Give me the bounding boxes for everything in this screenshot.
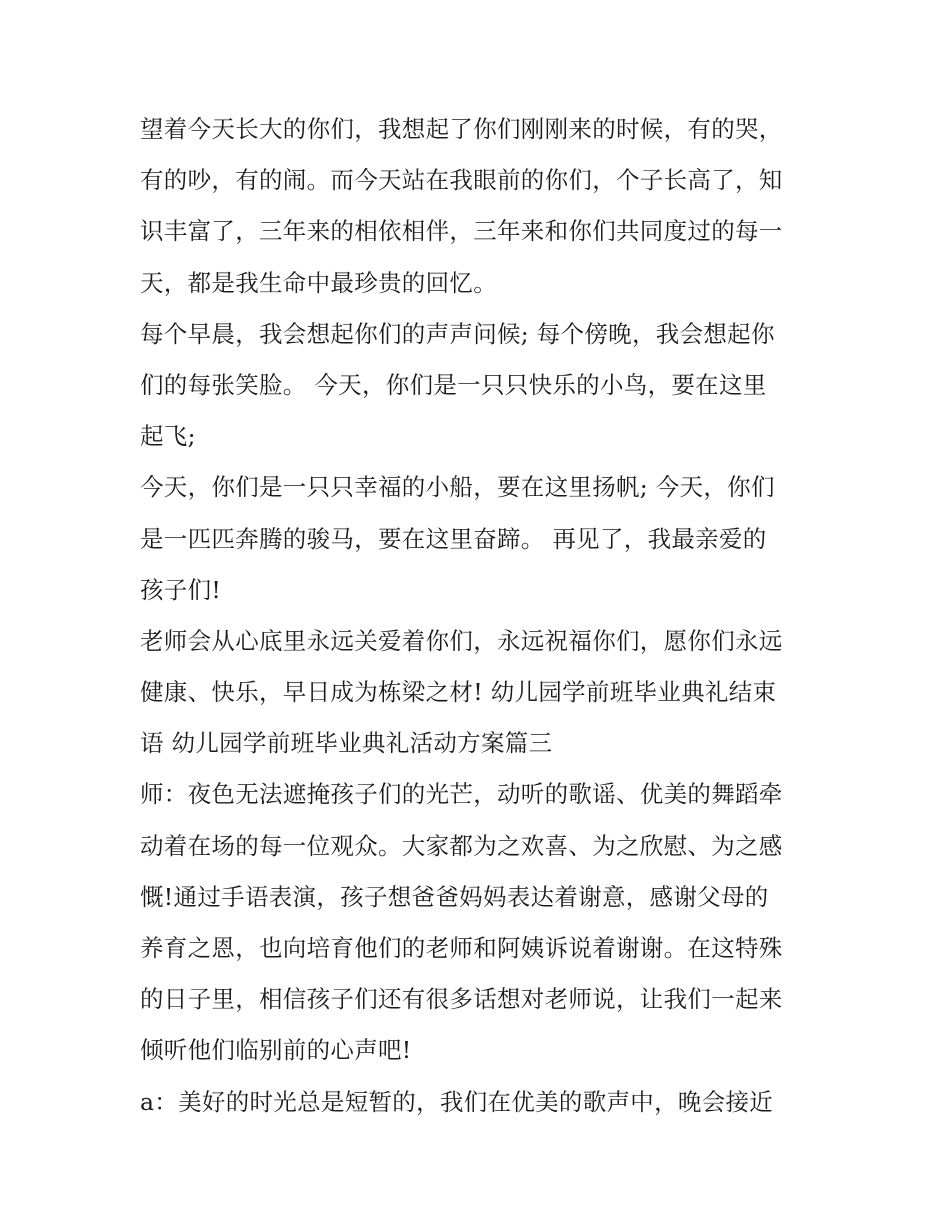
text-line: 识丰富了，三年来的相依相伴，三年来和你们共同度过的每一 <box>140 217 783 246</box>
text-line: 每个早晨，我会想起你们的声声问候; 每个傍晚，我会想起你 <box>140 319 775 348</box>
text-line: 语 幼儿园学前班毕业典礼活动方案篇三 <box>140 729 553 758</box>
text-line: 起飞; <box>140 422 196 451</box>
text-line: 是一匹匹奔腾的骏马，要在这里奋蹄。 再见了，我最亲爱的 <box>140 524 767 553</box>
text-line: 师：夜色无法遮掩孩子们的光芒，动听的歌谣、优美的舞蹈牵 <box>140 780 783 809</box>
text-line: a：美好的时光总是短暂的，我们在优美的歌声中，晚会接近 <box>140 1087 774 1116</box>
text-line: 动着在场的每一位观众。大家都为之欢喜、为之欣慰、为之感 <box>140 831 783 860</box>
text-line: 们的每张笑脸。 今天，你们是一只只快乐的小鸟，要在这里 <box>140 370 767 399</box>
text-line: 天，都是我生命中最珍贵的回忆。 <box>140 268 497 297</box>
text-line: 有的吵，有的闹。而今天站在我眼前的你们，个子长高了，知 <box>140 166 783 195</box>
text-line: 慨!通过手语表演，孩子想爸爸妈妈表达着谢意，感谢父母的 <box>140 882 769 911</box>
text-line: 孩子们! <box>140 575 222 604</box>
document-body <box>140 104 820 1128</box>
text-line: 今天，你们是一只只幸福的小船，要在这里扬帆; 今天，你们 <box>140 473 775 502</box>
text-line: 养育之恩，也向培育他们的老师和阿姨诉说着谢谢。在这特殊 <box>140 934 783 962</box>
text-line: 老师会从心底里永远关爱着你们，永远祝福你们，愿你们永远 <box>140 626 783 655</box>
text-line: 的日子里，相信孩子们还有很多话想对老师说，让我们一起来 <box>140 985 783 1014</box>
text-line: 倾听他们临别前的心声吧! <box>140 1036 412 1065</box>
text-line: 健康、快乐，早日成为栋梁之材! 幼儿园学前班毕业典礼结束 <box>140 678 777 707</box>
text-line: 望着今天长大的你们，我想起了你们刚刚来的时候，有的哭， <box>140 115 783 143</box>
